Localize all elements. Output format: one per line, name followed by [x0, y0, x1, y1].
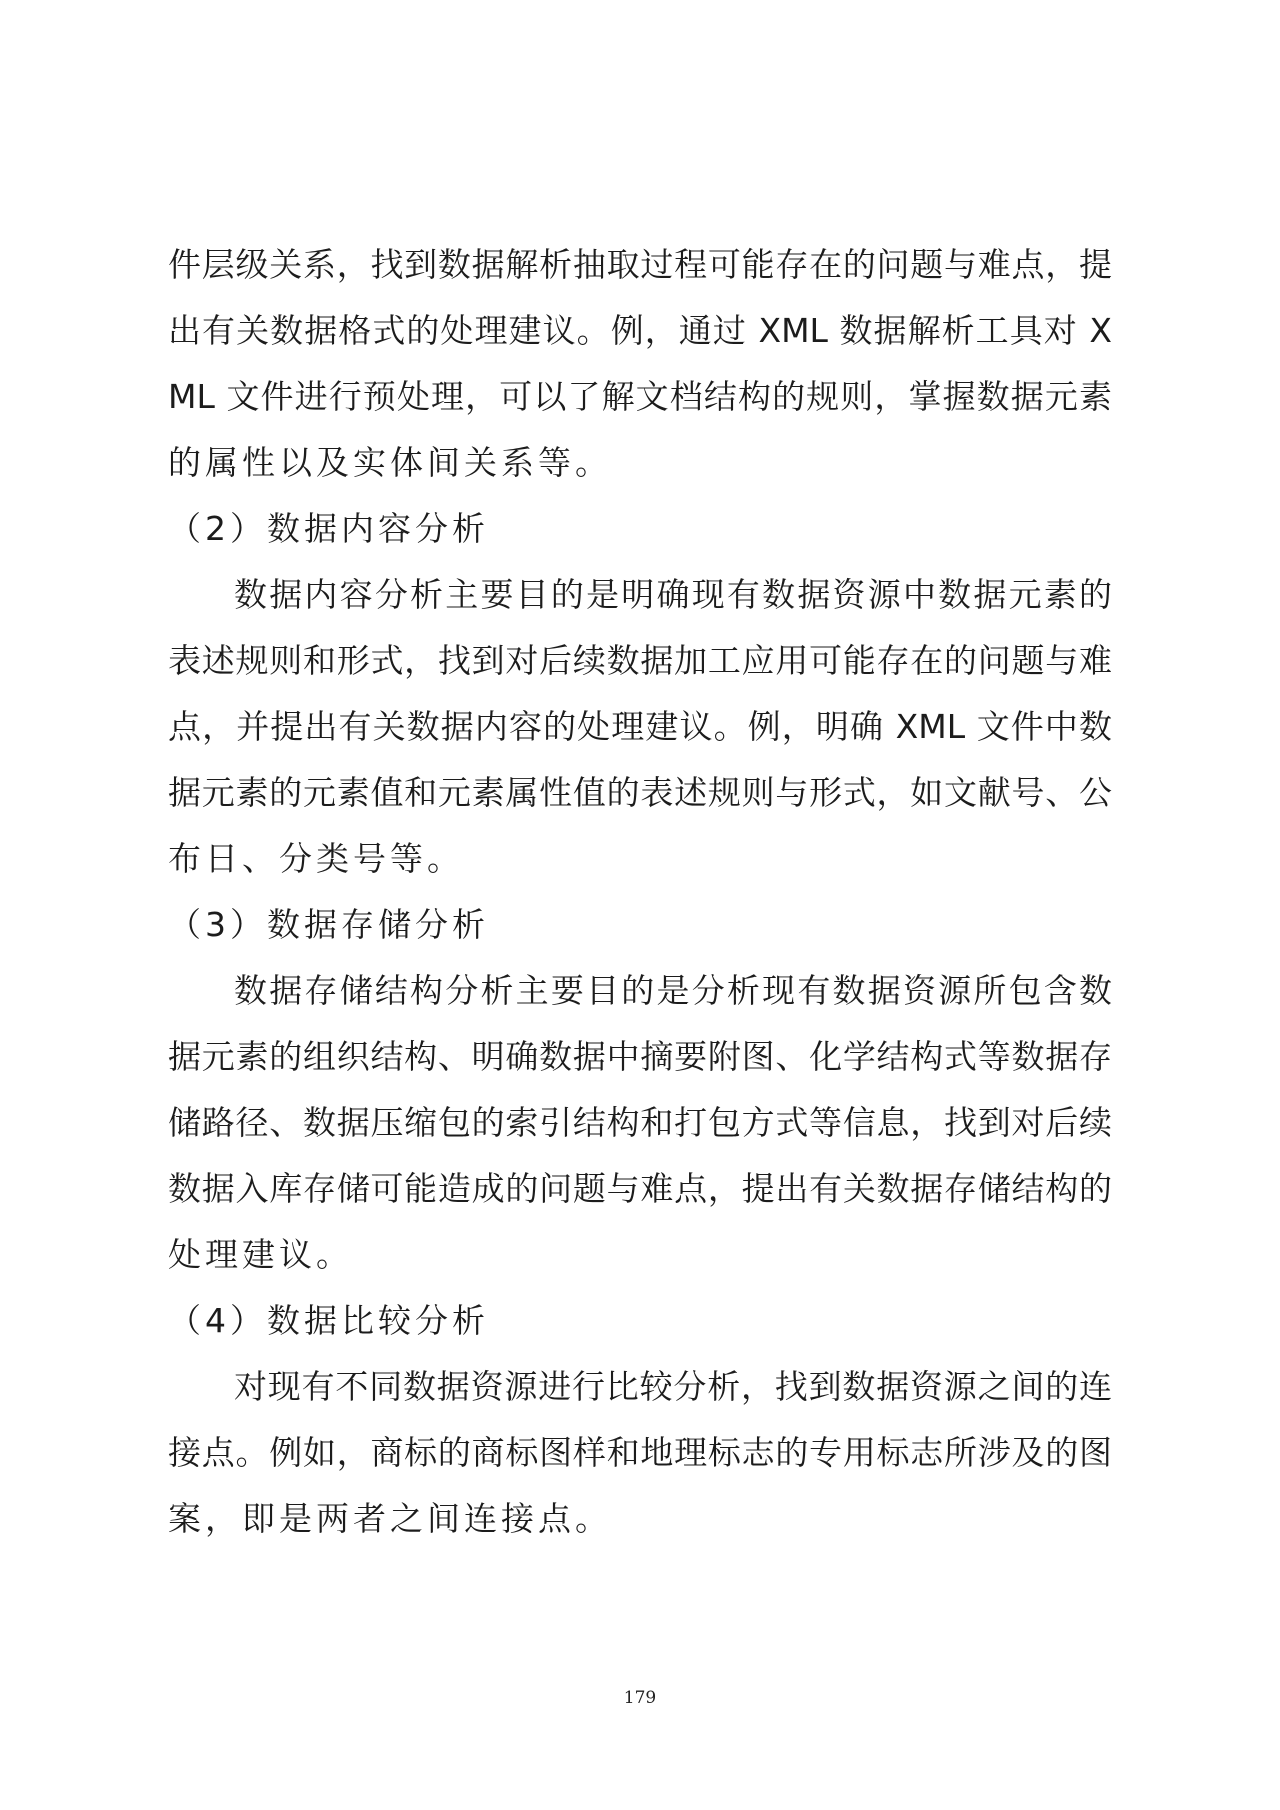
text-line: ML 文件进行预处理，可以了解文档结构的规则，掌握数据元素 — [168, 377, 1112, 416]
section-heading-2: （2）数据内容分析 — [168, 509, 489, 548]
text-line: 点，并提出有关数据内容的处理建议。例，明确 XML 文件中数 — [168, 707, 1112, 746]
text-line: 据元素的元素值和元素属性值的表述规则与形式，如文献号、公 — [168, 773, 1112, 812]
section-heading-3: （3）数据存储分析 — [168, 905, 489, 944]
text-line: 表述规则和形式，找到对后续数据加工应用可能存在的问题与难 — [168, 641, 1112, 680]
text-line: 数据内容分析主要目的是明确现有数据资源中数据元素的 — [234, 575, 1112, 614]
text-line: 案，即是两者之间连接点。 — [168, 1499, 612, 1538]
text-line: 对现有不同数据资源进行比较分析，找到数据资源之间的连 — [234, 1367, 1112, 1406]
text-line: 据元素的组织结构、明确数据中摘要附图、化学结构式等数据存 — [168, 1037, 1112, 1076]
text-line: 数据入库存储可能造成的问题与难点，提出有关数据存储结构的 — [168, 1169, 1112, 1208]
text-line: 储路径、数据压缩包的索引结构和打包方式等信息，找到对后续 — [168, 1103, 1112, 1142]
body-text — [168, 232, 1112, 1552]
text-line: 数据存储结构分析主要目的是分析现有数据资源所包含数 — [234, 971, 1112, 1010]
text-line: 的属性以及实体间关系等。 — [168, 443, 612, 482]
text-line: 出有关数据格式的处理建议。例，通过 XML 数据解析工具对 X — [168, 311, 1112, 350]
text-line: 布日、分类号等。 — [168, 839, 464, 878]
text-line: 接点。例如，商标的商标图样和地理标志的专用标志所涉及的图 — [168, 1433, 1112, 1472]
section-heading-4: （4）数据比较分析 — [168, 1301, 489, 1340]
text-line: 处理建议。 — [168, 1235, 353, 1274]
page-number: 179 — [623, 1688, 657, 1708]
text-line: 件层级关系，找到数据解析抽取过程可能存在的问题与难点，提 — [168, 245, 1112, 284]
